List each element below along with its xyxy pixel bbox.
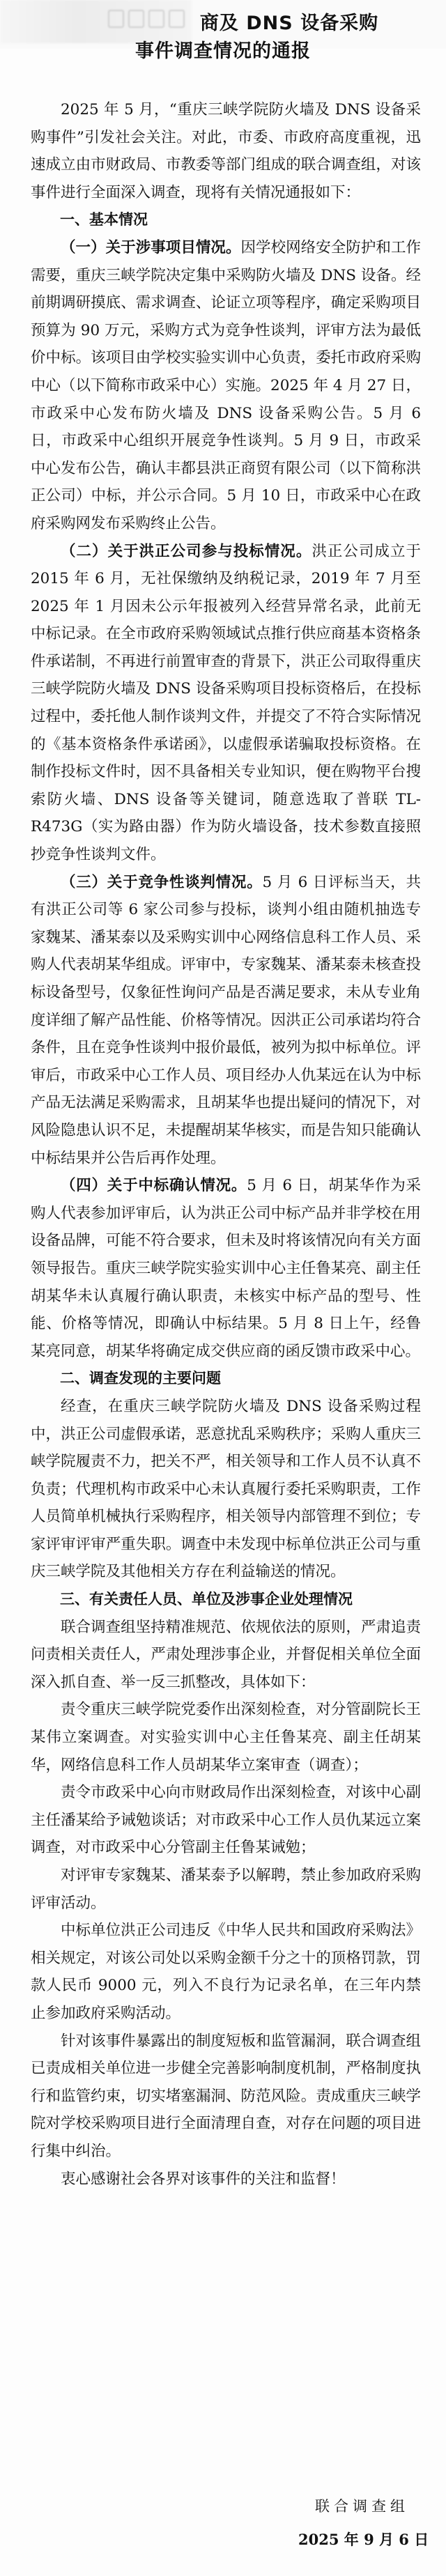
- paragraph-text: 洪正公司成立于 2015 年 6 月，无社保缴纳及纳税记录，2019 年 7 月至 2025 年 1 月因未公示年报被列入经营异常名录，此前无中标记录。在全市政府采购领域试点推行供应商基本资格条件承诺制，不再进行前置审查的背景下，洪正公司取得重庆三峡学院防火墙及 DNS 设备采购项目投标资格后，在投标过程中，委托他人制作谈判文件，并提交了不符合实际情况的《基本资格条件承诺函》，以虚假承诺骗取投标资格。在制作投标文件时，因不具备相关专业知识，便在购物平台搜索防火墙、DNS 设备等关键词，随意选取了普联 TL-R473G（实为路由器）作为防火墙设备，技术参数直接照抄竞争性谈判文件。: [31, 542, 421, 864]
- section-paragraph: 针对该事件暴露出的制度短板和监管漏洞，联合调查组已责成相关单位进一步健全完善影响制度机制，严格制度执行和监管约束，切实堵塞漏洞、防范风险。责成重庆三峡学院对学校采购项目进行全面清理自查，对存在问题的项目进行集中纠治。: [31, 2032, 421, 2160]
- page-title: [0, 10, 446, 65]
- paragraph-text: 5 月 6 日评标当天，共有洪正公司等 6 家公司参与投标，谈判小组由随机抽选专家魏某、潘某泰以及采购实训中心网络信息科工作人员、采购人代表胡某华组成。评审中，专家魏某、潘某泰未核查投标设备型号，仅象征性询问产品是否满足要求，未从专业角度详细了解产品性能、价格等情况。因洪正公司承诺均符合条件，且在竞争性谈判中报价最低，被列为拟中标单位。评审后，市政采中心工作人员、项目经办人仇某远在认为中标产品无法满足采购需求，且胡某华也提出疑问的情况下，对风险隐患认识不足，未提醒胡某华核实，而是告知只能确认中标结果并公告后再作处理。: [31, 873, 421, 1167]
- title-line-1: 商及 DNS 设备采购: [199, 13, 379, 34]
- paragraph-label: （一）关于涉事项目情况。: [61, 238, 241, 256]
- closing-paragraph: 衷心感谢社会各界对该事件的关注和监督！: [61, 2170, 346, 2188]
- title-line-2: 事件调查情况的通报: [135, 40, 311, 62]
- paragraph-label: （二）关于洪正公司参与投标情况。: [61, 542, 312, 560]
- paragraph-text: 5 月 6 日，胡某华作为采购人代表参加评审后，认为洪正公司中标产品并非学校在用设备品牌，可能不符合要求，但未及时将该情况向有关方面领导报告。重庆三峡学院实验实训中心主任鲁某亮、副主任胡某华未认真履行确认职责，未核实中标产品的型号、性能、价格等情况，即确认中标结果。5 月 8 日上午，经鲁某亮同意，胡某华将确定成交供应商的函反馈市政采中心。: [31, 1177, 421, 1360]
- section-paragraph: 联合调查组坚持精准规范、依规依法的原则，严肃追责问责相关责任人，严肃处理涉事企业，并督促相关单位全面深入抓自查、举一反三抓整改，具体如下：: [31, 1618, 421, 1691]
- section-paragraph: 对评审专家魏某、潘某泰予以解聘，禁止参加政府采购评审活动。: [31, 1867, 421, 1912]
- section-paragraph: [31, 1172, 421, 1365]
- intro-paragraph: 2025 年 5 月，“重庆三峡学院防火墙及 DNS 设备采购事件”引发社会关注。对此，市委、市政府高度重视，迅速成立由市财政局、市教委等部门组成的联合调查组，对该事件进行全面深入调查，现将有关情况通报如下：: [31, 101, 421, 201]
- section-paragraph: [31, 869, 421, 1173]
- section-heading: 一、基本情况: [60, 211, 148, 229]
- paragraph-label: （四）关于中标确认情况。: [61, 1177, 247, 1195]
- section-paragraph: [31, 234, 421, 538]
- section-paragraph: [31, 538, 421, 869]
- notice-body: [31, 96, 421, 2193]
- paragraph-text: 因学校网络安全防护和工作需要，重庆三峡学院决定集中采购防火墙及 DNS 设备。经前期调研摸底、需求调查、论证立项等程序，确定采购项目预算为 90 万元，采购方式为竞争性谈判，评审方法为最低价中标。该项目由学校实验实训中心负责，委托市政府采购中心（以下简称市政采中心）实施。2025 年 4 月 27 日，市政采中心发布防火墙及 DNS 设备采购公告。5 月 6 日，市政采中心组织开展竞争性谈判。5 月 9 日，市政采中心发布公告，确认丰都县洪正商贸有限公司（以下简称洪正公司）中标，并公示合同。5 月 10 日，市政采中心在政府采购网发布采购终止公告。: [31, 238, 421, 532]
- section-paragraph: 经查，在重庆三峡学院防火墙及 DNS 设备采购过程中，洪正公司虚假承诺，恶意扰乱采购秩序；采购人重庆三峡学院履责不力，把关不严，相关领导和工作人员不认真不负责；代理机构市政采中心未认真履行委托采购职责，工作人员简单机械执行采购程序，相关领导内部管理不到位；专家评审评审严重失职。调查中未发现中标单位洪正公司与重庆三峡学院及其他相关方存在利益输送的情况。: [31, 1397, 421, 1581]
- section-heading: 三、有关责任人员、单位及涉事企业处理情况: [60, 1591, 353, 1608]
- signature-org: 联合调查组: [315, 2498, 409, 2515]
- section-paragraph: 责令市政采中心向市财政局作出深刻检查，对该中心副主任潘某给予诫勉谈话；对市政采中心工作人员仇某远立案调查，对市政采中心分管副主任鲁某诫勉；: [31, 1784, 421, 1857]
- section-paragraph: 中标单位洪正公司违反《中华人民共和国政府采购法》相关规定，对该公司处以采购金额千分之十的顶格罚款，罚款人民币 9000 元，列入不良行为记录名单，在三年内禁止参加政府采购活动。: [31, 1922, 421, 2022]
- section-paragraph: 责令重庆三峡学院党委作出深刻检查，对分管副院长王某伟立案调查。对实验实训中心主任鲁某亮、副主任胡某华，网络信息科工作人员胡某华立案审查（调查）；: [31, 1701, 421, 1774]
- section-heading: 二、调查发现的主要问题: [60, 1370, 221, 1387]
- paragraph-label: （三）关于竞争性谈判情况。: [61, 873, 263, 891]
- signature-date: 2025 年 9 月 6 日: [298, 2531, 429, 2548]
